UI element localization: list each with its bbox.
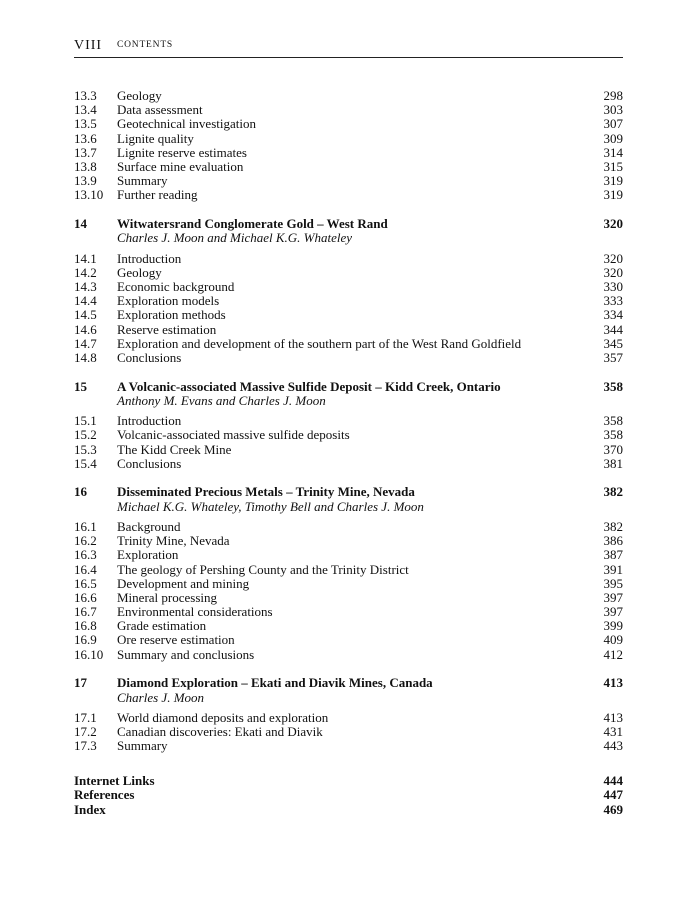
toc-section-row	[74, 648, 623, 662]
page-number: 412	[603, 646, 623, 662]
section-number: 16.4	[74, 561, 97, 577]
section-number: 16.7	[74, 604, 97, 620]
toc-section-row	[74, 591, 623, 605]
section-title: The Kidd Creek Mine	[117, 441, 232, 457]
section-title: The geology of Pershing County and the Trinity District	[117, 561, 409, 577]
section-title: Lignite reserve estimates	[117, 144, 247, 160]
page-number: 344	[603, 321, 623, 337]
section-number: 16.6	[74, 589, 97, 605]
page-number: 387	[603, 547, 623, 563]
backmatter-title: Internet Links	[74, 773, 155, 789]
section-number: 14.2	[74, 264, 97, 280]
chapter-title: Witwatersrand Conglomerate Gold – West Rand	[117, 216, 388, 232]
chapter-title: A Volcanic-associated Massive Sulfide Deposit – Kidd Creek, Ontario	[117, 378, 501, 394]
chapter-number: 16	[74, 484, 87, 500]
section-title: World diamond deposits and exploration	[117, 709, 329, 725]
toc-section-row	[74, 619, 623, 633]
page-number: 382	[603, 518, 623, 534]
section-number: 15.1	[74, 413, 97, 429]
toc-section-row	[74, 633, 623, 647]
toc-section-row	[74, 534, 623, 548]
toc-section-row	[74, 188, 623, 202]
page-number: 320	[603, 250, 623, 266]
page-number: 370	[603, 441, 623, 457]
toc-section-row	[74, 548, 623, 562]
section-title: Conclusions	[117, 349, 182, 365]
section-title: Geology	[117, 88, 162, 103]
section-title: Introduction	[117, 413, 182, 429]
section-number: 13.6	[74, 130, 97, 146]
section-title: Exploration models	[117, 293, 220, 309]
backmatter-title: References	[74, 787, 135, 803]
section-number: 16.1	[74, 518, 97, 534]
page-number: 469	[603, 801, 623, 817]
section-title: Surface mine evaluation	[117, 158, 244, 174]
section-number: 14.4	[74, 293, 97, 309]
toc-section-row	[74, 457, 623, 471]
section-number: 13.8	[74, 158, 97, 174]
toc-section-row	[74, 711, 623, 725]
toc-chapter-row	[74, 380, 623, 394]
section-number: 13.9	[74, 173, 97, 189]
toc-section-row	[74, 323, 623, 337]
section-title: Lignite quality	[117, 130, 194, 146]
page-number: 333	[603, 293, 623, 309]
toc-section-row	[74, 563, 623, 577]
backmatter-title: Index	[74, 801, 106, 817]
toc-chapter-row	[74, 217, 623, 231]
toc-backmatter-row	[74, 774, 623, 788]
chapter-number: 15	[74, 378, 87, 394]
section-title: Summary	[117, 173, 168, 189]
section-number: 13.7	[74, 144, 97, 160]
toc-section-row	[74, 280, 623, 294]
toc-chapter-row	[74, 676, 623, 690]
page-number: 320	[603, 216, 623, 232]
toc-section-row	[74, 146, 623, 160]
page-folio: VIII	[74, 38, 103, 53]
section-number: 17.3	[74, 738, 97, 754]
section-title: Exploration methods	[117, 307, 226, 323]
toc-section-row	[74, 103, 623, 117]
section-title: Mineral processing	[117, 589, 218, 605]
chapter-title: Disseminated Precious Metals – Trinity Mine, Nevada	[117, 484, 415, 500]
page-number: 358	[603, 378, 623, 394]
section-number: 16.8	[74, 618, 97, 634]
chapter-authors: Charles J. Moon	[117, 689, 205, 705]
chapter-authors: Charles J. Moon and Michael K.G. Whateley	[117, 230, 353, 246]
section-title: Grade estimation	[117, 618, 207, 634]
page-number: 395	[603, 575, 623, 591]
section-number: 15.2	[74, 427, 97, 443]
section-title: Background	[117, 518, 181, 534]
section-title: Geotechnical investigation	[117, 116, 256, 132]
section-title: Reserve estimation	[117, 321, 217, 337]
section-title: Geology	[117, 264, 162, 280]
section-number: 13.4	[74, 102, 97, 118]
section-number: 15.4	[74, 455, 97, 471]
section-number: 13.10	[74, 187, 104, 203]
section-title: Environmental considerations	[117, 604, 273, 620]
toc-section-row	[74, 520, 623, 534]
toc-section-row	[74, 160, 623, 174]
section-number: 16.2	[74, 533, 97, 549]
toc-section-row	[74, 266, 623, 280]
chapter-number: 17	[74, 675, 87, 691]
page-number: 334	[603, 307, 623, 323]
section-title: Economic background	[117, 278, 235, 294]
page-number: 298	[603, 88, 623, 103]
toc-section-row	[74, 605, 623, 619]
section-title: Development and mining	[117, 575, 250, 591]
page-number: 413	[603, 675, 623, 691]
page-number: 391	[603, 561, 623, 577]
running-head: CONTENTS	[117, 40, 174, 50]
page-number: 397	[603, 589, 623, 605]
section-number: 13.5	[74, 116, 97, 132]
toc-backmatter-row	[74, 788, 623, 802]
section-title: Ore reserve estimation	[117, 632, 235, 648]
page-number: 319	[603, 173, 623, 189]
section-number: 16.9	[74, 632, 97, 648]
page-number: 357	[603, 349, 623, 365]
page-number: 307	[603, 116, 623, 132]
section-title: Volcanic-associated massive sulfide deposits	[117, 427, 350, 443]
page-number: 319	[603, 187, 623, 203]
toc-section-row	[74, 739, 623, 753]
toc-section-row	[74, 577, 623, 591]
section-number: 13.3	[74, 88, 97, 103]
page-number: 431	[603, 724, 623, 740]
section-number: 14.6	[74, 321, 97, 337]
section-title: Introduction	[117, 250, 182, 266]
section-number: 14.5	[74, 307, 97, 323]
section-title: Canadian discoveries: Ekati and Diavik	[117, 724, 323, 740]
page-number: 443	[603, 738, 623, 754]
section-number: 14.8	[74, 349, 97, 365]
section-number: 14.1	[74, 250, 97, 266]
toc-section-row	[74, 725, 623, 739]
page-number: 315	[603, 158, 623, 174]
section-number: 17.2	[74, 724, 97, 740]
page-number: 399	[603, 618, 623, 634]
page-number: 303	[603, 102, 623, 118]
section-number: 16.3	[74, 547, 97, 563]
chapter-title: Diamond Exploration – Ekati and Diavik Mines, Canada	[117, 675, 433, 691]
page-number: 309	[603, 130, 623, 146]
section-title: Further reading	[117, 187, 198, 203]
toc-section-row	[74, 428, 623, 442]
section-number: 17.1	[74, 709, 97, 725]
toc-section-row	[74, 308, 623, 322]
page-number: 413	[603, 709, 623, 725]
section-title: Data assessment	[117, 102, 203, 118]
toc-section-row	[74, 414, 623, 428]
chapter-authors: Anthony M. Evans and Charles J. Moon	[117, 392, 326, 408]
section-number: 14.3	[74, 278, 97, 294]
section-title: Conclusions	[117, 455, 182, 471]
page-number: 314	[603, 144, 623, 160]
page-number: 447	[603, 787, 623, 803]
toc-chapter-row	[74, 485, 623, 499]
page-number: 320	[603, 264, 623, 280]
page-number: 345	[603, 335, 623, 351]
toc-section-row	[74, 351, 623, 365]
page-header	[74, 38, 623, 58]
section-number: 15.3	[74, 441, 97, 457]
toc-section-row	[74, 252, 623, 266]
page-number: 386	[603, 533, 623, 549]
chapter-number: 14	[74, 216, 87, 232]
toc-section-row	[74, 337, 623, 351]
section-title: Summary	[117, 738, 168, 754]
chapter-authors: Michael K.G. Whateley, Timothy Bell and Charles J. Moon	[117, 498, 424, 514]
page-number: 330	[603, 278, 623, 294]
toc-section-row	[74, 117, 623, 131]
toc-section-row	[74, 132, 623, 146]
toc-section-row	[74, 443, 623, 457]
page-number: 358	[603, 413, 623, 429]
section-title: Summary and conclusions	[117, 646, 255, 662]
toc-section-row	[74, 89, 623, 103]
page-number: 409	[603, 632, 623, 648]
page-number: 358	[603, 427, 623, 443]
toc-section-row	[74, 294, 623, 308]
section-number: 14.7	[74, 335, 97, 351]
page-number: 381	[603, 455, 623, 471]
page-number: 382	[603, 484, 623, 500]
toc-list	[74, 89, 623, 817]
section-number: 16.5	[74, 575, 97, 591]
page-number: 397	[603, 604, 623, 620]
toc-backmatter-row	[74, 803, 623, 817]
section-title: Exploration and development of the southern part of the West Rand Goldfield	[117, 335, 522, 351]
section-title: Exploration	[117, 547, 179, 563]
page-number: 444	[603, 773, 623, 789]
toc-section-row	[74, 174, 623, 188]
section-number: 16.10	[74, 646, 104, 662]
section-title: Trinity Mine, Nevada	[117, 533, 230, 549]
